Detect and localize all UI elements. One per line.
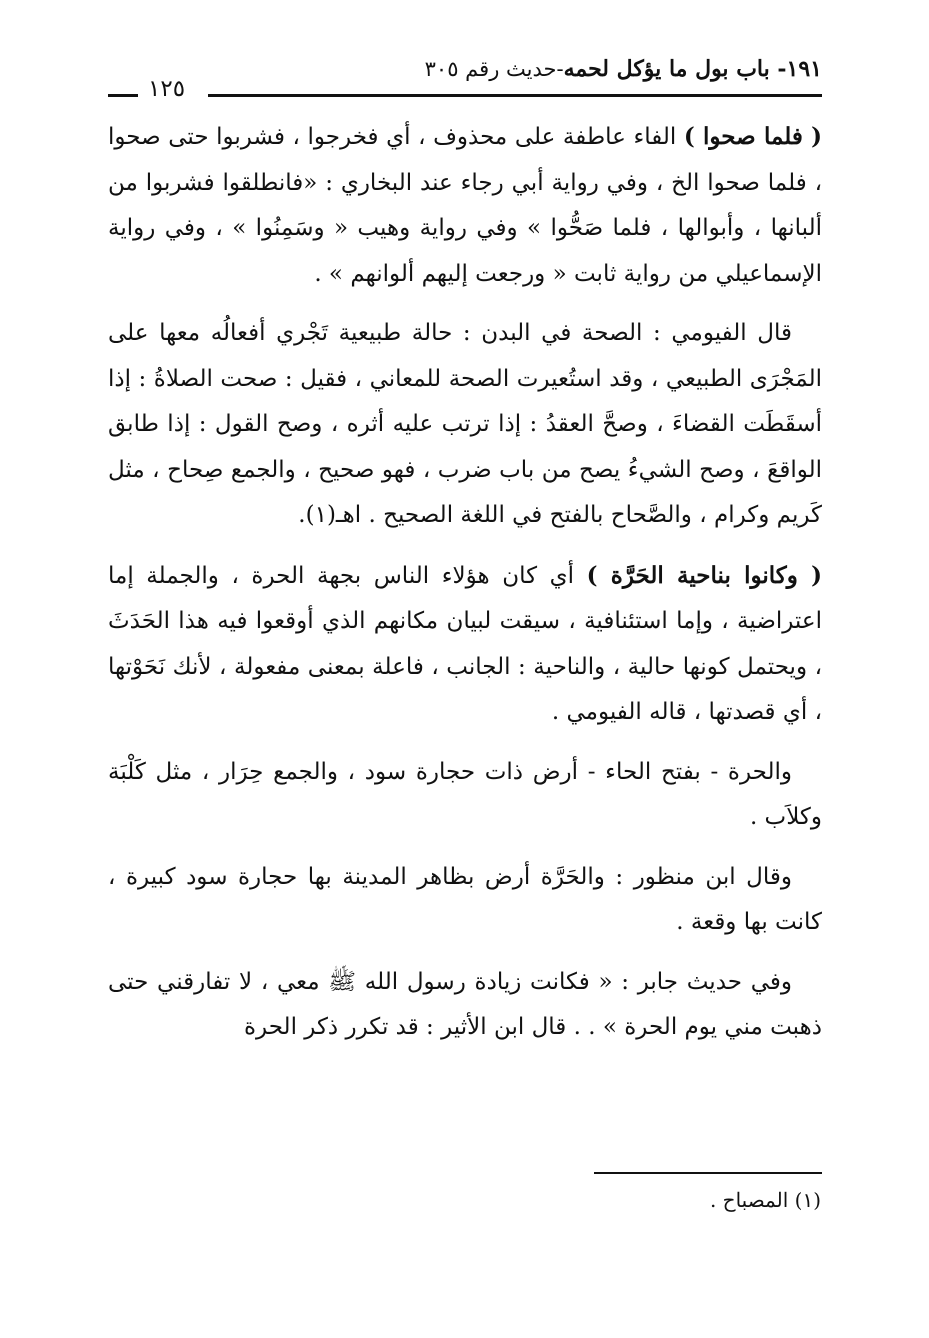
footnote-rule	[594, 1172, 822, 1174]
paragraph-2-text: قال الفيومي : الصحة في البدن : حالة طبيعية تَجْري أفعالُه معها على المَجْرَى الطبيعي ، وقد استُعيرت الصحة للمعاني ، فقيل : صحت الصلاةُ : إذا أسقَطَت القضاءَ ، وصحَّ العقدُ : إذا ترتب عليه أثره ، وصح القول : إذا طابق الواقعَ ، وصح الشيءُ يصح من باب ضرب ، فهو صحيح ، والجمع صِحاح ، مثل كَريم وكرام ، والصَّحاح بالفتح في اللغة الصحيح . اهـ(١).	[108, 320, 822, 528]
header-title	[425, 56, 822, 82]
paragraph-1	[108, 114, 822, 297]
paragraph-6-text: وفي حديث جابر : « فكانت زيادة رسول الله ﷺ معي ، لا تفارقني حتى ذهبت مني يوم الحرة » . . قال ابن الأثير : قد تكرر ذكر الحرة	[108, 968, 822, 1040]
paragraph-3-text: أي كان هؤلاء الناس بجهة الحرة ، والجملة إما اعتراضية ، وإما استئنافية ، سيقت لبيان مكانهم الذي أوقعوا فيه هذا الحَدَثَ ، ويحتمل كونها حالية ، والناحية : الجانب ، فاعلة بمعنى مفعولة ، لأنك نَحَوْتها ، أي قصدتها ، قاله الفيومي .	[108, 562, 822, 725]
paragraph-4-text: والحرة - بفتح الحاء - أرض ذات حجارة سود ، والجمع حِرَار ، مثل كَلْبَة وكلاَب .	[108, 758, 822, 830]
page-number-dash	[108, 94, 138, 97]
paragraph-1-text: الفاء عاطفة على محذوف ، أي فخرجوا ، فشربوا حتى صحوا ، فلما صحوا الخ ، وفي رواية أبي رجاء عند البخاري : «فانطلقوا فشربوا من ألبانها ، وأبوالها ، فلما صَحُّوا » وفي رواية وهيب « وسَمِنُوا » ، وفي رواية الإسماعيلي من رواية ثابت « ورجعت إليهم ألوانهم » .	[108, 124, 822, 287]
hadith-reference: -حديث رقم ٣٠٥	[424, 57, 564, 81]
paragraph-2	[108, 311, 822, 539]
paragraph-6	[108, 960, 822, 1051]
page-number: ١٢٥	[148, 76, 186, 102]
paragraph-5-text: وقال ابن منظور : والحَرَّة أرض بظاهر المدينة بها حجارة سود كبيرة ، كانت بها وقعة .	[108, 863, 822, 935]
paragraph-5	[108, 855, 822, 946]
body-text	[108, 114, 822, 1065]
lemma-1: ( فلما صحوا )	[683, 123, 822, 150]
header-rule	[208, 94, 822, 97]
running-header	[108, 56, 822, 104]
page-number-block	[108, 76, 208, 104]
chapter-title: ١٩١- باب بول ما يؤكل لحمه	[563, 56, 822, 82]
paragraph-4	[108, 750, 822, 841]
paragraph-3	[108, 553, 822, 736]
lemma-3: ( وكانوا بناحية الحَرَّة )	[586, 561, 823, 589]
footnote: (١) المصباح .	[709, 1188, 821, 1212]
